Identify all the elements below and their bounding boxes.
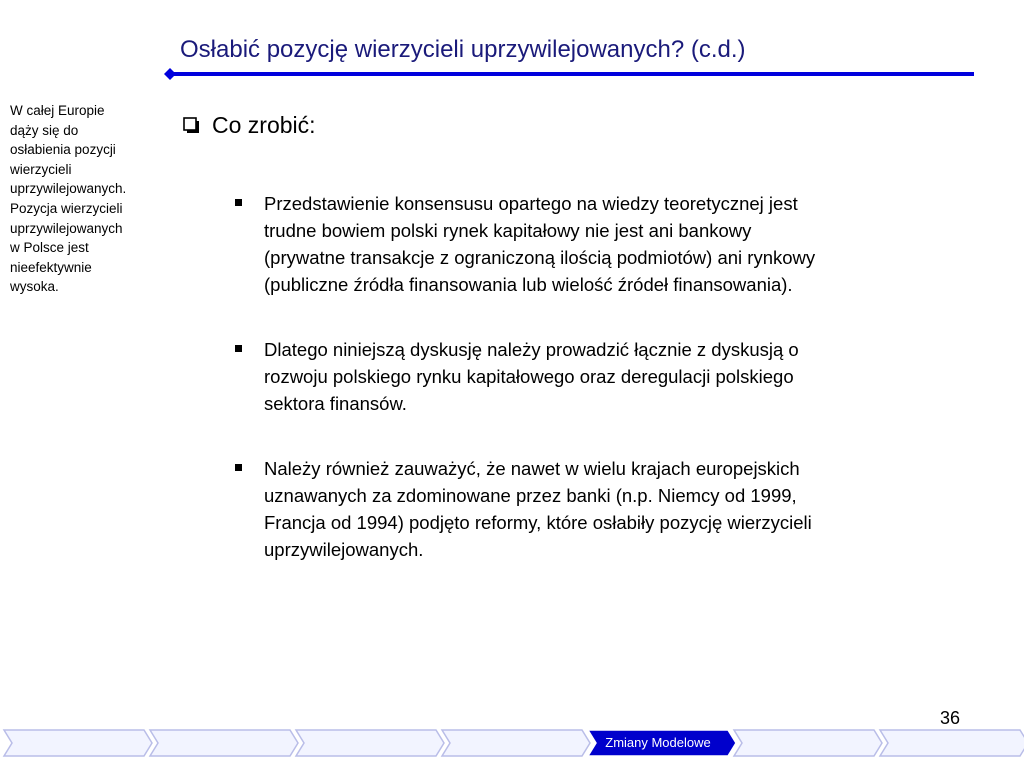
footer-nav (0, 726, 1024, 760)
bullet-line: Przedstawienie konsensusu opartego na wiedzy teoretycznej jest (264, 193, 798, 214)
footer-nav-segment[interactable] (880, 730, 1024, 756)
bullet-line: (prywatne transakcje z ograniczoną ilością podmiotów) ani rynkowy (264, 247, 816, 268)
footer-nav-segment[interactable] (150, 730, 298, 756)
side-note-line: wierzycieli (10, 161, 72, 177)
side-note-line: W całej Europie (10, 103, 105, 118)
bullet-line: (publiczne źródła finansowania lub wielość źródeł finansowania). (264, 274, 793, 295)
side-note-line: nieefektywnie (10, 259, 92, 275)
list-item (230, 190, 960, 298)
side-note-line: uprzywilejowanych (10, 220, 123, 236)
square-icon (235, 464, 242, 471)
square-icon (235, 345, 242, 352)
footer-nav-segment[interactable] (734, 730, 882, 756)
side-note-line: wysoka. (10, 279, 59, 295)
slide-title: Osłabić pozycję wierzycieli uprzywilejowanych? (c.d.) (180, 36, 746, 63)
checkbox-icon (183, 117, 200, 134)
bullet-list (230, 190, 960, 601)
bullet-line: Francja od 1994) podjęto reformy, które osłabiły pozycję wierzycieli (264, 512, 812, 533)
bullet-line: trudne bowiem polski rynek kapitałowy nie jest ani bankowy (264, 220, 752, 241)
footer-nav-segment[interactable] (4, 730, 152, 756)
side-note-line: w Polsce jest (10, 240, 89, 256)
side-note-line: uprzywilejowanych. (10, 181, 127, 197)
bullet-line: uznawanych za zdominowane przez banki (n.p. Niemcy od 1999, (264, 485, 797, 506)
page-number: 36 (940, 708, 961, 728)
side-note-line: dąży się do (10, 122, 79, 138)
footer-nav-segment[interactable] (442, 730, 590, 756)
side-note-line: osłabienia pozycji (10, 142, 116, 158)
bullet-line: Należy również zauważyć, że nawet w wielu krajach europejskich (264, 458, 800, 479)
section-heading-text: Co zrobić: (212, 112, 316, 138)
list-item (230, 336, 960, 417)
section-heading (183, 112, 316, 139)
bullet-line: rozwoju polskiego rynku kapitałowego oraz deregulacji polskiego (264, 366, 794, 387)
bullet-line: Dlatego niniejszą dyskusję należy prowadzić łącznie z dyskusją o (264, 339, 799, 360)
bullet-line: sektora finansów. (264, 393, 407, 414)
title-rule (170, 72, 974, 76)
square-icon (235, 199, 242, 206)
side-note (10, 101, 168, 297)
footer-nav-segment[interactable] (296, 730, 444, 756)
footer-nav-active-label[interactable]: Zmiany Modelowe (605, 735, 711, 750)
side-note-line: Pozycja wierzycieli (10, 200, 123, 216)
bullet-line: uprzywilejowanych. (264, 539, 424, 560)
list-item (230, 455, 960, 563)
